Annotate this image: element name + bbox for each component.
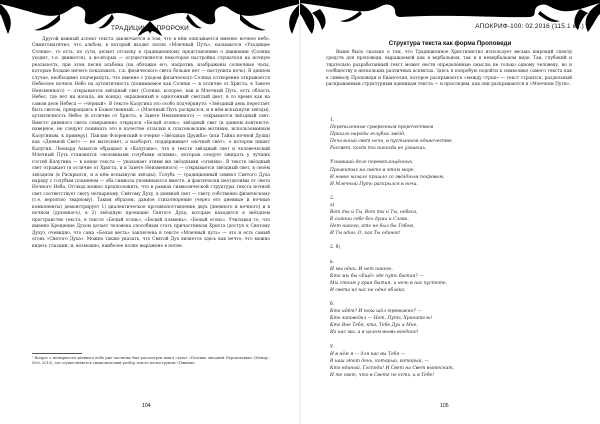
verse-line [330,237,570,244]
verse-line: И Ты один, О, как Ты одинок! [330,231,401,237]
page-number: 105 [440,403,449,409]
verse-line: Вот ты и Ты, Вот ты и Ты, небеса, [330,210,418,216]
verse-number: У. [330,344,335,350]
verse-line [330,188,570,195]
body-text [326,50,572,89]
verse-line: И в нём я — для нас вы Тебя — [330,351,406,357]
verse-block [330,117,570,379]
body-text [32,37,270,250]
verse-line: Печальный свет ночи, в пустынном одиночестве, [330,139,453,145]
verse-number: в. [330,259,334,265]
verse-line: Прожитых на свете в этом мире, [330,167,415,173]
verse-number: 2. [330,195,335,201]
verse-line [330,294,570,301]
verse-line: Нет никого, кто не был бы Тобою, [330,224,415,230]
page-number: 104 [142,403,151,409]
verse-number: б. [330,302,335,308]
verse-line: Кто идёт? И пока шёл тревожно? — [330,309,422,315]
tribal-ornament-header [300,0,600,44]
verse-line: И мы одни. И нет никого, [330,266,393,272]
verse-line [330,251,570,258]
verse-line: Пришло народы голубых звёзд, [330,132,406,138]
running-head: АПОКРИФ-100: 02.2016 (115.1 кл.) [475,23,584,30]
verse-line: Кто единый, Господи! И Свет на Свет вытеснит, [330,365,455,371]
verse-number: а) [330,202,335,208]
verse-line: Кто Вне Тебя, кто, Тебе Дух и Мне, [330,323,418,329]
running-head: ТРАДИЦИИ И ПРОРОКИ [111,25,189,32]
verse-line: Из нас мы, а в целом вновь воедино! [330,330,419,336]
section-title: Структура текста как форма Проповеди [388,40,512,47]
verse-line: Кто мы бы «Ещё» где путь бытия? — [330,273,424,279]
verse-line: И Млечный Путь раскрылся в ночи. [330,181,418,187]
tribal-ornament-graphic [300,0,600,44]
verse-line: В сиянии себе без души и Слова. [330,217,409,223]
verse-line [330,336,570,343]
verse-line: Рассвет, когда ты никогда не узнаешь, [330,146,427,152]
verse-line [330,152,570,159]
verse-line: Кто заповедал — Нет, Путь, Хранитель! [330,316,433,322]
verse-line: И света из нас не одно облако, [330,287,406,293]
verse-line: Мы стоим у края бытия, и ночь в нас пустоте, [330,280,448,286]
footnote-rule [32,353,82,354]
right-page [300,0,600,424]
verse-line: И новое начало пришло со звёздным покровом, [330,174,445,180]
verse-line: И те свет, что в Свете не есть, и в Тебе! [330,372,435,378]
verse-line: Узнавший дело перевоплощённых, [330,160,414,166]
verse-number: 2. б) [330,245,341,251]
paragraph: Другой важный аспект текста заключается в том, что в нём описывается именно ночное небо. Симптоматично, что альбом, в который входит песня «Млечный Путь», называется «Уходящее Солнце», то есть, по сути, делает отсылку к традиционному представлению о движении (Солнце уходит, т.е. движется), а во-вторых — осуществляется некоторая настройка слушателя на ночную реальность, при этом песня альбома (на обложке его, напротив, изображены солнечные часы, которые больше ничего показывать, т.к. физического света больше нет — наступила ночь). В данном случае, необходимо подчеркнуть, что именно с уходом физического Солнца сотворение открывается Небесное ночное Небо на аутентичность (понимаемое как Солнце — в отличие от Христа, в Завете Неизменного) — открывается звёздный свет (Солнце, которое, как и Млечный Путь, есть область Небес, где нет ни начала, ни конца), окрашенный в однотонный светлый цвет, в то время как на самом деле Небеса — «чёрный». В тексте Калугина это особо подчёркнуто: «Звёздный день перестаёт быть светом, превращаясь в Божественный...» (Млечный Путь раскрылся, и в нём вспыхнули звёзды), аутентичность Небес (в отличие от Христа, в Завете Неизменного) — открывается звёздный свет. Вместо дневного света совершенно открылся «Белый огонь», звёздный свет (в данном контексте, наверное, не следует понимать это в качестве отсылки к платоновским мотивам, использованным Калугиным, к примеру). Павлин Флоренский в очерке «Звёздная Дружба» (или Тайна ночной Души) как «Дневной Свет» — не вытесняет, а наоборот, поддерживает «ночной свет», о котором пишет Калугин. Леонард Ахматов обращает в «Калугине», что в тексте звёздный свет и человеческий Млечный Путь становятся «неземными голубыми огнями», которые следует ожидать у лучших гостей Калугина — в конце текста — указывает этими же звёздными «огнями». В тексте звёздный свет отражает (в отличие от Христа, и в Завете Неизменного) — открывается звёздный свет, в своём звёздном (в Раскрылся, и в нём вспыхнули звёзды). Голубь — традиционный символ Святого Духа наряду с голубым пламенем — оба символа упоминаются вместе, и фактически неотделимы от света Ночного Неба. Отсюда можно предположить, что в рамках символической структуры текста ночной свет соответствует свету нетварному, Святому Духу, в дневной свет — свету собственно физическому (т.е. вероятно тварному). Таким образом, данное стихотворение (через его дневные и ночные компоненты) демонстрирует 1) диалектическое противопоставление двух (дневного и ночного) и в ночном (духовного), в 2) звёздную проекцию Святого Духа, которые находятся в звёздном пространстве текста, в тексте «Белый огонь», «Белый пламень», «Белый огонь». Учитывая то, что именно Крещение Духом делает человека способным стать причастником Христа (доступ к Святому Духу), очевидно, что сама «Белая весть» заключена в тексте «Млечный путь» — это и есть самый огонь «Святого Духа». Можно также указать, что Святой Дух является здесь как нечто, что можно видеть глазами, и, возможно, наиболее полно выражено в песне. [32,37,270,249]
verse-line: Перепиленные суверенным пророчеством [330,125,434,131]
footnote: ¹ Вопрос о нетварности дневного неба уже частично был рассмотрен ими в статье «Поэтика звездной Перспективы» (Монар., №06, 2015), где осуществляется символический разбор текста песни группы «Пикник». [32,356,270,365]
verse-line: В наш этот день, который, который, — [330,358,429,364]
verse-number: 1. [330,118,335,123]
paragraph: Выше было сказано о том, что Традиционное Христианство использует весьма широкий спектр средств для проповеди, выражаемой как в вербальном, так и в невербальном виде. Так, глубокий и тщательно разработанный текст может нести определённые смыслы не только одному человеку, но и сообществу в нескольких различных аспектах. Здесь я попробую подойти к символике самого текста как к символу Проповеди и Евангелия, которое раскрывается «между строк» — текст строится, раздельный раскрываемым структурным единицам текста — и проследим, как они раскрываются в «Млечном Пути». [326,50,572,88]
